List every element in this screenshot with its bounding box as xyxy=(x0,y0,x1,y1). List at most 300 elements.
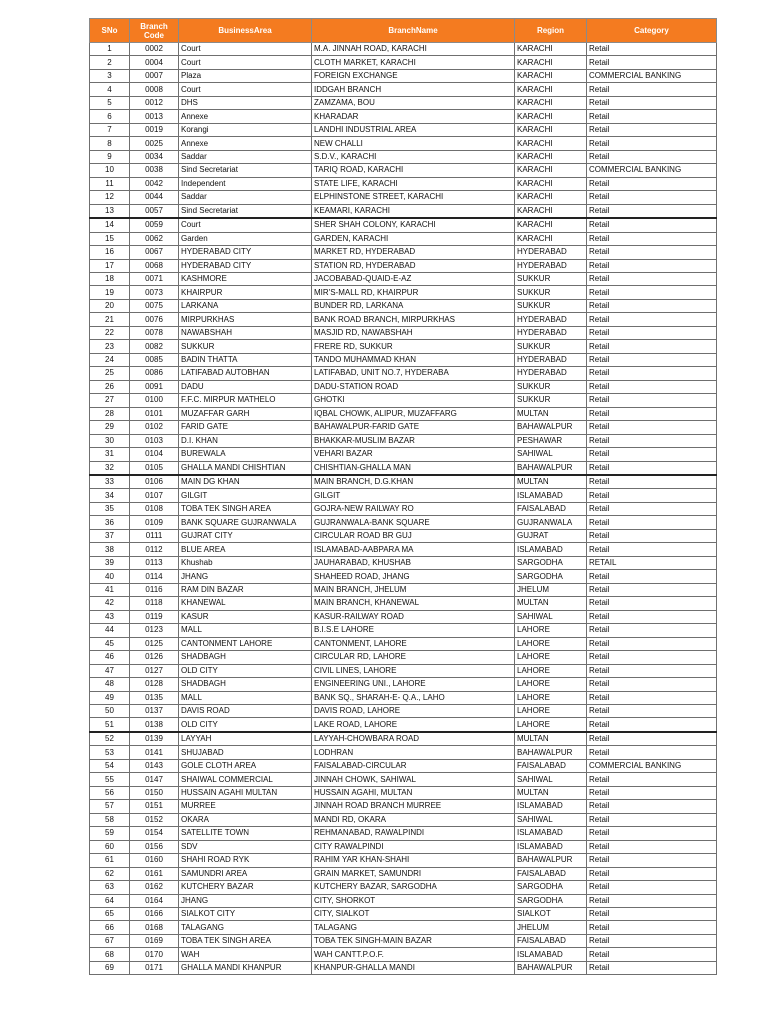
cell-branch-code: 0073 xyxy=(130,286,179,299)
cell-region: SUKKUR xyxy=(515,340,587,353)
cell-branch-name: FOREIGN EXCHANGE xyxy=(312,69,515,82)
cell-category: Retail xyxy=(587,624,717,637)
cell-category: Retail xyxy=(587,691,717,704)
table-row xyxy=(90,326,717,339)
cell-category: Retail xyxy=(587,570,717,583)
cell-branch-code: 0025 xyxy=(130,137,179,150)
cell-business-area: MURREE xyxy=(179,800,312,813)
cell-business-area: FARID GATE xyxy=(179,421,312,434)
cell-branch-name: B.I.S.E LAHORE xyxy=(312,624,515,637)
cell-branch-code: 0166 xyxy=(130,908,179,921)
cell-branch-name: SHAHEED ROAD, JHANG xyxy=(312,570,515,583)
cell-region: SUKKUR xyxy=(515,380,587,393)
cell-region: LAHORE xyxy=(515,704,587,717)
cell-branch-name: JINNAH CHOWK, SAHIWAL xyxy=(312,773,515,786)
table-row xyxy=(90,746,717,759)
cell-branch-code: 0154 xyxy=(130,827,179,840)
cell-business-area: SAMUNDRI AREA xyxy=(179,867,312,880)
table-row xyxy=(90,934,717,947)
table-row xyxy=(90,313,717,326)
cell-branch-code: 0161 xyxy=(130,867,179,880)
cell-category: Retail xyxy=(587,380,717,393)
cell-business-area: MIRPURKHAS xyxy=(179,313,312,326)
cell-business-area: SUKKUR xyxy=(179,340,312,353)
table-row xyxy=(90,704,717,717)
cell-business-area: GHALLA MANDI KHANPUR xyxy=(179,961,312,974)
cell-branch-code: 0034 xyxy=(130,150,179,163)
cell-sno: 16 xyxy=(90,246,130,259)
table-row xyxy=(90,56,717,69)
cell-region: KARACHI xyxy=(515,232,587,245)
cell-sno: 10 xyxy=(90,164,130,177)
cell-category: Retail xyxy=(587,773,717,786)
cell-region: ISLAMABAD xyxy=(515,840,587,853)
cell-sno: 30 xyxy=(90,434,130,447)
cell-region: BAHAWALPUR xyxy=(515,461,587,475)
cell-category: Retail xyxy=(587,948,717,961)
cell-branch-code: 0042 xyxy=(130,177,179,190)
cell-business-area: SHADBAGH xyxy=(179,678,312,691)
cell-business-area: TOBA TEK SINGH AREA xyxy=(179,502,312,515)
cell-business-area: BUREWALA xyxy=(179,448,312,461)
cell-sno: 7 xyxy=(90,123,130,136)
cell-region: HYDERABAD xyxy=(515,313,587,326)
cell-category: Retail xyxy=(587,475,717,489)
cell-branch-code: 0156 xyxy=(130,840,179,853)
cell-category: Retail xyxy=(587,123,717,136)
cell-business-area: HYDERABAD CITY xyxy=(179,259,312,272)
cell-branch-code: 0170 xyxy=(130,948,179,961)
cell-category: Retail xyxy=(587,326,717,339)
cell-branch-name: CIRCULAR RD, LAHORE xyxy=(312,651,515,664)
cell-branch-name: DAVIS ROAD, LAHORE xyxy=(312,704,515,717)
table-row xyxy=(90,502,717,515)
cell-branch-name: CITY, SIALKOT xyxy=(312,908,515,921)
cell-region: SUKKUR xyxy=(515,272,587,285)
cell-region: KARACHI xyxy=(515,96,587,109)
cell-business-area: F.F.C. MIRPUR MATHELO xyxy=(179,394,312,407)
table-row xyxy=(90,732,717,746)
cell-business-area: D.I. KHAN xyxy=(179,434,312,447)
cell-business-area: MUZAFFAR GARH xyxy=(179,407,312,420)
table-row xyxy=(90,543,717,556)
cell-category: Retail xyxy=(587,96,717,109)
cell-sno: 3 xyxy=(90,69,130,82)
cell-branch-name: STATION RD, HYDERABAD xyxy=(312,259,515,272)
table-row xyxy=(90,340,717,353)
cell-sno: 56 xyxy=(90,786,130,799)
cell-category: Retail xyxy=(587,786,717,799)
cell-region: LAHORE xyxy=(515,651,587,664)
cell-branch-name: CANTONMENT, LAHORE xyxy=(312,637,515,650)
cell-business-area: RAM DIN BAZAR xyxy=(179,583,312,596)
cell-region: JHELUM xyxy=(515,583,587,596)
cell-sno: 14 xyxy=(90,218,130,232)
cell-branch-code: 0100 xyxy=(130,394,179,407)
table-row xyxy=(90,353,717,366)
cell-business-area: Court xyxy=(179,83,312,96)
cell-branch-code: 0102 xyxy=(130,421,179,434)
cell-branch-name: LAYYAH-CHOWBARA ROAD xyxy=(312,732,515,746)
cell-business-area: WAH xyxy=(179,948,312,961)
cell-branch-code: 0076 xyxy=(130,313,179,326)
cell-sno: 58 xyxy=(90,813,130,826)
cell-category: Retail xyxy=(587,813,717,826)
cell-region: KARACHI xyxy=(515,123,587,136)
cell-region: SAHIWAL xyxy=(515,773,587,786)
cell-business-area: KUTCHERY BAZAR xyxy=(179,881,312,894)
table-row xyxy=(90,597,717,610)
cell-branch-code: 0125 xyxy=(130,637,179,650)
cell-branch-code: 0007 xyxy=(130,69,179,82)
cell-branch-code: 0113 xyxy=(130,556,179,569)
cell-sno: 23 xyxy=(90,340,130,353)
cell-sno: 31 xyxy=(90,448,130,461)
cell-branch-name: LODHRAN xyxy=(312,746,515,759)
cell-region: KARACHI xyxy=(515,204,587,218)
cell-category: Retail xyxy=(587,137,717,150)
cell-category: Retail xyxy=(587,56,717,69)
cell-region: SAHIWAL xyxy=(515,448,587,461)
cell-category: Retail xyxy=(587,543,717,556)
cell-branch-code: 0101 xyxy=(130,407,179,420)
table-row xyxy=(90,177,717,190)
cell-category: Retail xyxy=(587,637,717,650)
cell-category: Retail xyxy=(587,299,717,312)
cell-branch-code: 0114 xyxy=(130,570,179,583)
table-row xyxy=(90,556,717,569)
cell-branch-name: BANK SQ., SHARAH-E- Q.A., LAHO xyxy=(312,691,515,704)
table-row xyxy=(90,664,717,677)
cell-branch-name: ZAMZAMA, BOU xyxy=(312,96,515,109)
cell-branch-code: 0116 xyxy=(130,583,179,596)
cell-business-area: MALL xyxy=(179,624,312,637)
cell-branch-name: ELPHINSTONE STREET, KARACHI xyxy=(312,191,515,204)
cell-branch-name: GRAIN MARKET, SAMUNDRI xyxy=(312,867,515,880)
cell-business-area: GHALLA MANDI CHISHTIAN xyxy=(179,461,312,475)
cell-sno: 37 xyxy=(90,529,130,542)
cell-branch-code: 0012 xyxy=(130,96,179,109)
table-row xyxy=(90,164,717,177)
cell-business-area: Garden xyxy=(179,232,312,245)
cell-sno: 8 xyxy=(90,137,130,150)
cell-business-area: SATELLITE TOWN xyxy=(179,827,312,840)
table-header xyxy=(90,19,717,43)
cell-sno: 50 xyxy=(90,704,130,717)
table-row xyxy=(90,651,717,664)
cell-category: Retail xyxy=(587,732,717,746)
cell-category: Retail xyxy=(587,259,717,272)
table-row xyxy=(90,759,717,772)
table-row xyxy=(90,43,717,56)
cell-sno: 66 xyxy=(90,921,130,934)
cell-category: Retail xyxy=(587,313,717,326)
cell-region: PESHAWAR xyxy=(515,434,587,447)
cell-category: Retail xyxy=(587,934,717,947)
table-row xyxy=(90,840,717,853)
cell-branch-name: CIRCULAR ROAD BR GUJ xyxy=(312,529,515,542)
cell-region: HYDERABAD xyxy=(515,259,587,272)
cell-branch-code: 0086 xyxy=(130,367,179,380)
cell-branch-code: 0171 xyxy=(130,961,179,974)
cell-branch-name: WAH CANTT.P.O.F. xyxy=(312,948,515,961)
cell-sno: 28 xyxy=(90,407,130,420)
cell-sno: 13 xyxy=(90,204,130,218)
cell-business-area: TALAGANG xyxy=(179,921,312,934)
cell-region: KARACHI xyxy=(515,191,587,204)
table-row xyxy=(90,69,717,82)
header-branch-name: BranchName xyxy=(312,19,515,43)
cell-business-area: JHANG xyxy=(179,570,312,583)
cell-branch-code: 0085 xyxy=(130,353,179,366)
cell-branch-code: 0038 xyxy=(130,164,179,177)
cell-sno: 64 xyxy=(90,894,130,907)
cell-region: SAHIWAL xyxy=(515,610,587,623)
cell-branch-code: 0108 xyxy=(130,502,179,515)
cell-business-area: NAWABSHAH xyxy=(179,326,312,339)
table-row xyxy=(90,246,717,259)
cell-branch-name: ENGINEERING UNI., LAHORE xyxy=(312,678,515,691)
table-row xyxy=(90,773,717,786)
cell-region: BAHAWALPUR xyxy=(515,961,587,974)
cell-category: Retail xyxy=(587,597,717,610)
cell-branch-name: BHAKKAR-MUSLIM BAZAR xyxy=(312,434,515,447)
table-row xyxy=(90,610,717,623)
cell-category: Retail xyxy=(587,434,717,447)
cell-region: MULTAN xyxy=(515,407,587,420)
cell-branch-code: 0118 xyxy=(130,597,179,610)
table-row xyxy=(90,475,717,489)
cell-sno: 17 xyxy=(90,259,130,272)
cell-sno: 25 xyxy=(90,367,130,380)
cell-sno: 33 xyxy=(90,475,130,489)
cell-business-area: SDV xyxy=(179,840,312,853)
cell-region: JHELUM xyxy=(515,921,587,934)
cell-region: SUKKUR xyxy=(515,286,587,299)
cell-branch-name: S.D.V., KARACHI xyxy=(312,150,515,163)
cell-business-area: DADU xyxy=(179,380,312,393)
cell-category: Retail xyxy=(587,704,717,717)
cell-sno: 54 xyxy=(90,759,130,772)
cell-category: COMMERCIAL BANKING xyxy=(587,69,717,82)
cell-branch-name: GHOTKI xyxy=(312,394,515,407)
cell-category: RETAIL xyxy=(587,556,717,569)
cell-sno: 49 xyxy=(90,691,130,704)
cell-branch-code: 0062 xyxy=(130,232,179,245)
cell-sno: 45 xyxy=(90,637,130,650)
cell-category: Retail xyxy=(587,651,717,664)
cell-branch-name: STATE LIFE, KARACHI xyxy=(312,177,515,190)
cell-branch-code: 0143 xyxy=(130,759,179,772)
table-row xyxy=(90,191,717,204)
cell-business-area: KASUR xyxy=(179,610,312,623)
cell-region: MULTAN xyxy=(515,475,587,489)
cell-region: LAHORE xyxy=(515,664,587,677)
cell-sno: 52 xyxy=(90,732,130,746)
cell-branch-code: 0044 xyxy=(130,191,179,204)
cell-branch-name: LAKE ROAD, LAHORE xyxy=(312,718,515,732)
cell-region: KARACHI xyxy=(515,150,587,163)
cell-category: Retail xyxy=(587,110,717,123)
cell-business-area: SHAIWAL COMMERCIAL xyxy=(179,773,312,786)
cell-business-area: Annexe xyxy=(179,137,312,150)
cell-business-area: Plaza xyxy=(179,69,312,82)
table-row xyxy=(90,123,717,136)
cell-branch-code: 0126 xyxy=(130,651,179,664)
cell-sno: 2 xyxy=(90,56,130,69)
table-row xyxy=(90,678,717,691)
cell-sno: 65 xyxy=(90,908,130,921)
cell-branch-code: 0169 xyxy=(130,934,179,947)
cell-sno: 62 xyxy=(90,867,130,880)
cell-sno: 42 xyxy=(90,597,130,610)
table-row xyxy=(90,718,717,732)
table-row xyxy=(90,286,717,299)
table-row xyxy=(90,908,717,921)
table-row xyxy=(90,434,717,447)
cell-category: Retail xyxy=(587,867,717,880)
table-row xyxy=(90,218,717,232)
cell-category: Retail xyxy=(587,367,717,380)
cell-branch-name: BUNDER RD, LARKANA xyxy=(312,299,515,312)
cell-category: Retail xyxy=(587,854,717,867)
cell-category: Retail xyxy=(587,908,717,921)
table-row xyxy=(90,96,717,109)
cell-business-area: GILGIT xyxy=(179,489,312,502)
cell-category: Retail xyxy=(587,83,717,96)
cell-branch-code: 0106 xyxy=(130,475,179,489)
cell-branch-name: VEHARI BAZAR xyxy=(312,448,515,461)
table-row xyxy=(90,259,717,272)
cell-branch-name: CITY RAWALPINDI xyxy=(312,840,515,853)
cell-branch-code: 0111 xyxy=(130,529,179,542)
cell-branch-code: 0067 xyxy=(130,246,179,259)
cell-category: Retail xyxy=(587,516,717,529)
cell-category: COMMERCIAL BANKING xyxy=(587,164,717,177)
cell-business-area: GUJRAT CITY xyxy=(179,529,312,542)
cell-branch-code: 0128 xyxy=(130,678,179,691)
table-row xyxy=(90,150,717,163)
cell-branch-code: 0151 xyxy=(130,800,179,813)
cell-category: Retail xyxy=(587,800,717,813)
cell-sno: 24 xyxy=(90,353,130,366)
cell-region: GUJRAT xyxy=(515,529,587,542)
table-row xyxy=(90,854,717,867)
cell-sno: 44 xyxy=(90,624,130,637)
cell-branch-name: BAHAWALPUR-FARID GATE xyxy=(312,421,515,434)
cell-business-area: Annexe xyxy=(179,110,312,123)
cell-sno: 40 xyxy=(90,570,130,583)
table-row xyxy=(90,813,717,826)
table-row xyxy=(90,516,717,529)
cell-branch-name: REHMANABAD, RAWALPINDI xyxy=(312,827,515,840)
cell-branch-name: LANDHI INDUSTRIAL AREA xyxy=(312,123,515,136)
cell-sno: 61 xyxy=(90,854,130,867)
cell-business-area: Sind Secretariat xyxy=(179,164,312,177)
table-row xyxy=(90,137,717,150)
cell-sno: 57 xyxy=(90,800,130,813)
cell-category: Retail xyxy=(587,583,717,596)
cell-region: GUJRANWALA xyxy=(515,516,587,529)
cell-region: SAHIWAL xyxy=(515,813,587,826)
cell-region: SARGODHA xyxy=(515,556,587,569)
cell-branch-code: 0107 xyxy=(130,489,179,502)
cell-branch-code: 0147 xyxy=(130,773,179,786)
cell-sno: 20 xyxy=(90,299,130,312)
cell-branch-name: MANDI RD, OKARA xyxy=(312,813,515,826)
cell-region: LAHORE xyxy=(515,637,587,650)
cell-branch-code: 0141 xyxy=(130,746,179,759)
cell-region: ISLAMABAD xyxy=(515,489,587,502)
cell-business-area: GOLE CLOTH AREA xyxy=(179,759,312,772)
table-row xyxy=(90,83,717,96)
branch-table xyxy=(89,18,717,975)
cell-branch-name: KHANPUR-GHALLA MANDI xyxy=(312,961,515,974)
cell-region: FAISALABAD xyxy=(515,759,587,772)
cell-region: SUKKUR xyxy=(515,299,587,312)
cell-branch-code: 0152 xyxy=(130,813,179,826)
cell-branch-code: 0109 xyxy=(130,516,179,529)
table-row xyxy=(90,881,717,894)
cell-business-area: BANK SQUARE GUJRANWALA xyxy=(179,516,312,529)
cell-branch-code: 0112 xyxy=(130,543,179,556)
cell-region: LAHORE xyxy=(515,691,587,704)
cell-branch-name: GOJRA-NEW RAILWAY RO xyxy=(312,502,515,515)
cell-category: Retail xyxy=(587,340,717,353)
cell-region: KARACHI xyxy=(515,164,587,177)
header-business-area: BusinessArea xyxy=(179,19,312,43)
cell-branch-code: 0057 xyxy=(130,204,179,218)
table-row xyxy=(90,299,717,312)
header-region: Region xyxy=(515,19,587,43)
cell-category: Retail xyxy=(587,921,717,934)
cell-region: LAHORE xyxy=(515,624,587,637)
cell-business-area: SHUJABAD xyxy=(179,746,312,759)
cell-business-area: Korangi xyxy=(179,123,312,136)
cell-category: Retail xyxy=(587,272,717,285)
cell-business-area: DHS xyxy=(179,96,312,109)
cell-branch-name: MAIN BRANCH, KHANEWAL xyxy=(312,597,515,610)
cell-branch-code: 0002 xyxy=(130,43,179,56)
cell-branch-name: ISLAMABAD-AABPARA MA xyxy=(312,543,515,556)
cell-branch-code: 0008 xyxy=(130,83,179,96)
table-row xyxy=(90,204,717,218)
cell-sno: 12 xyxy=(90,191,130,204)
cell-sno: 39 xyxy=(90,556,130,569)
cell-branch-name: JAUHARABAD, KHUSHAB xyxy=(312,556,515,569)
cell-business-area: LAYYAH xyxy=(179,732,312,746)
cell-region: LAHORE xyxy=(515,718,587,732)
cell-branch-name: FAISALABAD-CIRCULAR xyxy=(312,759,515,772)
cell-region: SIALKOT xyxy=(515,908,587,921)
cell-region: MULTAN xyxy=(515,597,587,610)
table-row xyxy=(90,489,717,502)
cell-branch-name: CHISHTIAN-GHALLA MAN xyxy=(312,461,515,475)
cell-category: Retail xyxy=(587,353,717,366)
cell-business-area: OLD CITY xyxy=(179,718,312,732)
cell-region: ISLAMABAD xyxy=(515,543,587,556)
cell-sno: 68 xyxy=(90,948,130,961)
cell-branch-code: 0162 xyxy=(130,881,179,894)
cell-sno: 38 xyxy=(90,543,130,556)
cell-branch-code: 0078 xyxy=(130,326,179,339)
table-row xyxy=(90,529,717,542)
cell-business-area: KHAIRPUR xyxy=(179,286,312,299)
cell-business-area: LATIFABAD AUTOBHAN xyxy=(179,367,312,380)
cell-business-area: SHAHI ROAD RYK xyxy=(179,854,312,867)
cell-category: Retail xyxy=(587,961,717,974)
cell-branch-name: IQBAL CHOWK, ALIPUR, MUZAFFARG xyxy=(312,407,515,420)
